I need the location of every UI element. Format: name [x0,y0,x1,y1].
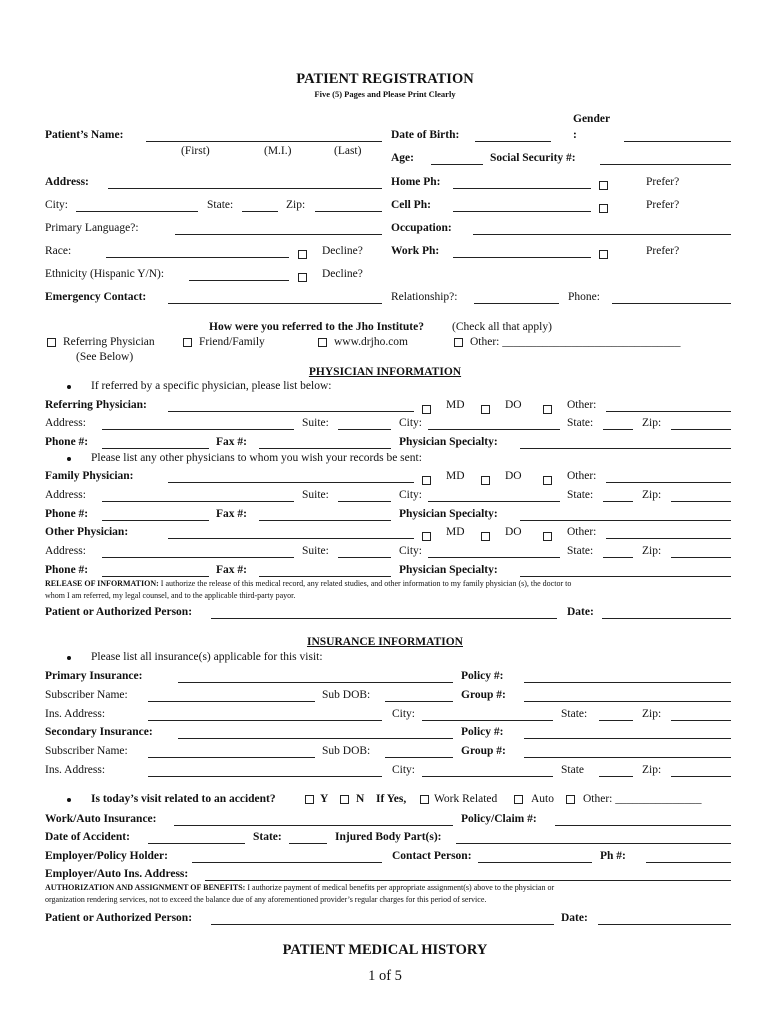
auto-label: Auto [531,793,554,805]
zip-label: Zip: [286,199,306,211]
contact-person-label: Contact Person: [392,850,472,862]
cell-phone-field[interactable] [453,211,591,212]
page-number: 1 of 5 [368,968,402,984]
primary-insurance-label: Primary Insurance: [45,670,143,682]
city-field[interactable] [76,211,198,212]
referring-other-checkbox[interactable] [543,405,552,414]
release-signer-label: Patient or Authorized Person: [45,606,193,618]
secondary-subscriber-label: Subscriber Name: [45,745,128,757]
referral-other-checkbox[interactable] [454,338,463,347]
cell-phone-label: Cell Ph: [391,199,431,211]
referral-question: How were you referred to the Jho Institute? [209,321,424,333]
release-date-field[interactable] [602,618,731,619]
authorization-body-1: I authorize payment of medical benefits per appropriate assignment(s) above to the physician or [247,883,555,892]
other-phone-label: Phone #: [45,564,89,576]
city-label: City: [45,199,69,211]
state-field[interactable] [242,211,278,212]
release-body-1: I authorize the release of this medical record, any related studies, and other information to my family physician (s), the doctor to [160,579,572,588]
authorization-label: AUTHORIZATION AND ASSIGNMENT OF BENEFITS: [45,883,246,892]
race-decline-label: Decline? [322,245,363,257]
other-phone-field[interactable] [102,576,209,577]
auto-checkbox[interactable] [514,795,523,804]
referral-other-label: Other: _______________________________ [470,336,681,348]
family-address-field[interactable] [102,501,294,502]
authorization-signature-field[interactable] [211,924,554,925]
referral-physician-checkbox[interactable] [47,338,56,347]
referring-fax-label: Fax #: [216,436,247,448]
referring-md-checkbox[interactable] [422,405,431,414]
employer-field[interactable] [192,862,382,863]
other-other-checkbox[interactable] [543,532,552,541]
secondary-sub-dob-field[interactable] [385,757,453,758]
referring-state-field[interactable] [603,429,633,430]
primary-ins-address-label: Ins. Address: [45,708,106,720]
occupation-field[interactable] [473,234,731,235]
referring-address-field[interactable] [102,429,294,430]
ethnicity-decline-checkbox[interactable] [298,273,307,282]
dob-field[interactable] [475,141,551,142]
primary-sub-dob-label: Sub DOB: [322,689,371,701]
other-physician-field[interactable] [168,538,414,539]
family-specialty-field[interactable] [520,520,731,521]
primary-insurance-field[interactable] [178,682,453,683]
bullet [67,798,71,802]
ethnicity-label: Ethnicity (Hispanic Y/N): [45,268,165,280]
primary-zip-field[interactable] [671,720,731,721]
referring-physician-field[interactable] [168,411,414,412]
patient-name-label: Patient’s Name: [45,129,124,141]
referring-phone-field[interactable] [102,448,209,449]
family-state-field[interactable] [603,501,633,502]
referring-other-field[interactable] [606,411,731,412]
employer-label: Employer/Policy Holder: [45,850,168,862]
injured-body-parts-field[interactable] [456,843,731,844]
referring-md-label: MD [446,399,465,411]
release-date-label: Date: [567,606,594,618]
referral-website-checkbox[interactable] [318,338,327,347]
insurance-heading: INSURANCE INFORMATION [306,636,463,648]
gender-field[interactable] [624,141,731,142]
work-related-checkbox[interactable] [420,795,429,804]
first-name-hint: (First) [181,145,210,157]
other-specialty-label: Physician Specialty: [399,564,498,576]
employer-address-field[interactable] [205,880,731,881]
primary-policy-field[interactable] [524,682,731,683]
other-zip-field[interactable] [671,557,731,558]
family-fax-label: Fax #: [216,508,247,520]
accident-state-field[interactable] [289,843,327,844]
referring-suite-field[interactable] [338,429,391,430]
family-phone-field[interactable] [102,520,209,521]
other-zip-label: Zip: [642,545,662,557]
physician-heading: PHYSICIAN INFORMATION [308,366,462,378]
insurance-bullet: Please list all insurance(s) applicable for this visit: [91,651,323,663]
secondary-city-label: City: [392,764,416,776]
referring-state-label: State: [567,417,594,429]
date-of-accident-field[interactable] [148,843,245,844]
family-zip-field[interactable] [671,501,731,502]
accident-if-yes-label: If Yes, [376,793,407,805]
other-city-label: City: [399,545,423,557]
referral-friend-checkbox[interactable] [183,338,192,347]
accident-yes-checkbox[interactable] [305,795,314,804]
authorization-signer-label: Patient or Authorized Person: [45,912,193,924]
family-md-checkbox[interactable] [422,476,431,485]
release-signature-field[interactable] [211,618,557,619]
primary-zip-label: Zip: [642,708,662,720]
home-phone-prefer-checkbox[interactable] [599,181,608,190]
release-text-1 [45,579,571,589]
referring-specialty-label: Physician Specialty: [399,436,498,448]
cell-phone-prefer-label: Prefer? [646,199,680,211]
other-do-checkbox[interactable] [481,532,490,541]
referring-suite-label: Suite: [302,417,329,429]
referring-city-label: City: [399,417,423,429]
contact-person-field[interactable] [478,862,592,863]
authorization-date-field[interactable] [598,924,731,925]
primary-subscriber-field[interactable] [148,701,315,702]
other-state-field[interactable] [603,557,633,558]
secondary-policy-label: Policy #: [461,726,504,738]
language-field[interactable] [175,234,382,235]
primary-state-label: State: [561,708,588,720]
secondary-state-field[interactable] [599,776,633,777]
work-auto-insurance-field[interactable] [174,825,453,826]
family-city-label: City: [399,489,423,501]
family-other-field[interactable] [606,482,731,483]
accident-state-label: State: [253,831,282,843]
referring-do-label: DO [505,399,522,411]
referral-physician-label: Referring Physician [63,336,155,348]
family-other-checkbox[interactable] [543,476,552,485]
referring-specialty-field[interactable] [520,448,731,449]
age-field[interactable] [431,164,483,165]
authorization-text-2: organization rendering services, not to exceed the balance due of any aforementioned provider’s regular charges for this period of service. [45,895,487,904]
date-of-accident-label: Date of Accident: [45,831,130,843]
secondary-group-label: Group #: [461,745,506,757]
referral-see-below: (See Below) [76,351,134,363]
ssn-field[interactable] [600,164,731,165]
primary-policy-label: Policy #: [461,670,504,682]
family-do-label: DO [505,470,522,482]
secondary-policy-field[interactable] [524,738,731,739]
family-zip-label: Zip: [642,489,662,501]
primary-ins-address-field[interactable] [148,720,382,721]
authorization-date-label: Date: [561,912,588,924]
bullet [67,457,71,461]
secondary-zip-field[interactable] [671,776,731,777]
accident-other-checkbox[interactable] [566,795,575,804]
emergency-contact-field[interactable] [168,303,382,304]
address-label: Address: [45,176,89,188]
other-physician-label: Other Physician: [45,526,129,538]
family-other-label: Other: [567,470,597,482]
family-fax-field[interactable] [259,520,391,521]
home-phone-label: Home Ph: [391,176,441,188]
other-suite-field[interactable] [338,557,391,558]
family-address-label: Address: [45,489,86,501]
language-label: Primary Language?: [45,222,139,234]
page-subtitle: Five (5) Pages and Please Print Clearly [314,89,456,99]
other-other-field[interactable] [606,538,731,539]
last-name-hint: (Last) [334,145,362,157]
work-phone-prefer-label: Prefer? [646,245,680,257]
secondary-ins-address-label: Ins. Address: [45,764,106,776]
physician-bullet-2: Please list any other physicians to whom you wish your records be sent: [91,452,422,464]
family-specialty-label: Physician Specialty: [399,508,498,520]
address-field[interactable] [108,188,382,189]
work-related-label: Work Related [434,793,498,805]
relationship-field[interactable] [474,303,559,304]
primary-group-label: Group #: [461,689,506,701]
race-field[interactable] [106,257,289,258]
bullet [67,385,71,389]
emergency-phone-label: Phone: [568,291,600,303]
secondary-state-label: State [561,764,584,776]
family-md-label: MD [446,470,465,482]
release-label: RELEASE OF INFORMATION: [45,579,159,588]
employer-address-label: Employer/Auto Ins. Address: [45,868,189,880]
family-suite-field[interactable] [338,501,391,502]
other-other-label: Other: [567,526,597,538]
family-suite-label: Suite: [302,489,329,501]
authorization-text-1 [45,883,554,893]
contact-phone-label: Ph #: [600,850,626,862]
other-suite-label: Suite: [302,545,329,557]
age-label: Age: [391,152,414,164]
work-phone-label: Work Ph: [391,245,440,257]
other-md-checkbox[interactable] [422,532,431,541]
accident-no-label: N [356,793,365,805]
family-state-label: State: [567,489,594,501]
other-address-label: Address: [45,545,86,557]
referring-phone-label: Phone #: [45,436,89,448]
referring-address-label: Address: [45,417,86,429]
gender-colon: : [573,129,577,141]
referring-zip-label: Zip: [642,417,662,429]
secondary-sub-dob-label: Sub DOB: [322,745,371,757]
cell-phone-prefer-checkbox[interactable] [599,204,608,213]
referral-check-all: (Check all that apply) [452,321,552,333]
primary-city-field[interactable] [422,720,553,721]
other-state-label: State: [567,545,594,557]
state-label: State: [207,199,234,211]
race-label: Race: [45,245,72,257]
secondary-insurance-label: Secondary Insurance: [45,726,153,738]
secondary-group-field[interactable] [524,757,731,758]
injured-body-parts-label: Injured Body Part(s): [335,831,442,843]
referring-fax-field[interactable] [259,448,391,449]
other-fax-label: Fax #: [216,564,247,576]
family-do-checkbox[interactable] [481,476,490,485]
referring-city-field[interactable] [428,429,560,430]
family-physician-field[interactable] [168,482,414,483]
home-phone-prefer-label: Prefer? [646,176,680,188]
other-md-label: MD [446,526,465,538]
family-phone-label: Phone #: [45,508,89,520]
other-fax-field[interactable] [259,576,391,577]
secondary-city-field[interactable] [422,776,553,777]
work-phone-prefer-checkbox[interactable] [599,250,608,259]
other-do-label: DO [505,526,522,538]
primary-city-label: City: [392,708,416,720]
accident-other-label: Other: _______________ [583,793,702,805]
referring-zip-field[interactable] [671,429,731,430]
other-address-field[interactable] [102,557,294,558]
relationship-label: Relationship?: [391,291,458,303]
referral-friend-label: Friend/Family [199,336,265,348]
family-physician-label: Family Physician: [45,470,134,482]
zip-field[interactable] [315,211,382,212]
family-city-field[interactable] [428,501,560,502]
policy-claim-field[interactable] [555,825,731,826]
primary-sub-dob-field[interactable] [385,701,453,702]
contact-phone-field[interactable] [646,862,731,863]
primary-state-field[interactable] [599,720,633,721]
primary-group-field[interactable] [524,701,731,702]
dob-label: Date of Birth: [391,129,460,141]
emergency-phone-field[interactable] [612,303,731,304]
bullet [67,656,71,660]
physician-bullet-1: If referred by a specific physician, please list below: [91,380,332,392]
other-specialty-field[interactable] [520,576,731,577]
secondary-insurance-field[interactable] [178,738,453,739]
referral-website-label: www.drjho.com [334,336,408,348]
ssn-label: Social Security #: [490,152,576,164]
gender-label: Gender [573,113,611,125]
referring-other-label: Other: [567,399,597,411]
page-title: PATIENT REGISTRATION [296,71,474,87]
home-phone-field[interactable] [453,188,591,189]
secondary-ins-address-field[interactable] [148,776,382,777]
accident-yes-label: Y [320,793,329,805]
ethnicity-decline-label: Decline? [322,268,363,280]
race-decline-checkbox[interactable] [298,250,307,259]
ethnicity-field[interactable] [189,280,289,281]
work-auto-insurance-label: Work/Auto Insurance: [45,813,157,825]
next-section-title: PATIENT MEDICAL HISTORY [282,942,488,958]
emergency-contact-label: Emergency Contact: [45,291,147,303]
accident-no-checkbox[interactable] [340,795,349,804]
middle-initial-hint: (M.I.) [264,145,292,157]
occupation-label: Occupation: [391,222,452,234]
secondary-subscriber-field[interactable] [148,757,315,758]
release-text-2: whom I am referred, my legal counsel, and to the applicable third-party payor. [45,591,296,600]
accident-question: Is today’s visit related to an accident? [91,793,276,805]
patient-name-field[interactable] [146,141,382,142]
primary-subscriber-label: Subscriber Name: [45,689,128,701]
policy-claim-label: Policy/Claim #: [461,813,537,825]
referring-do-checkbox[interactable] [481,405,490,414]
other-city-field[interactable] [428,557,560,558]
work-phone-field[interactable] [453,257,591,258]
referring-physician-label: Referring Physician: [45,399,147,411]
secondary-zip-label: Zip: [642,764,662,776]
